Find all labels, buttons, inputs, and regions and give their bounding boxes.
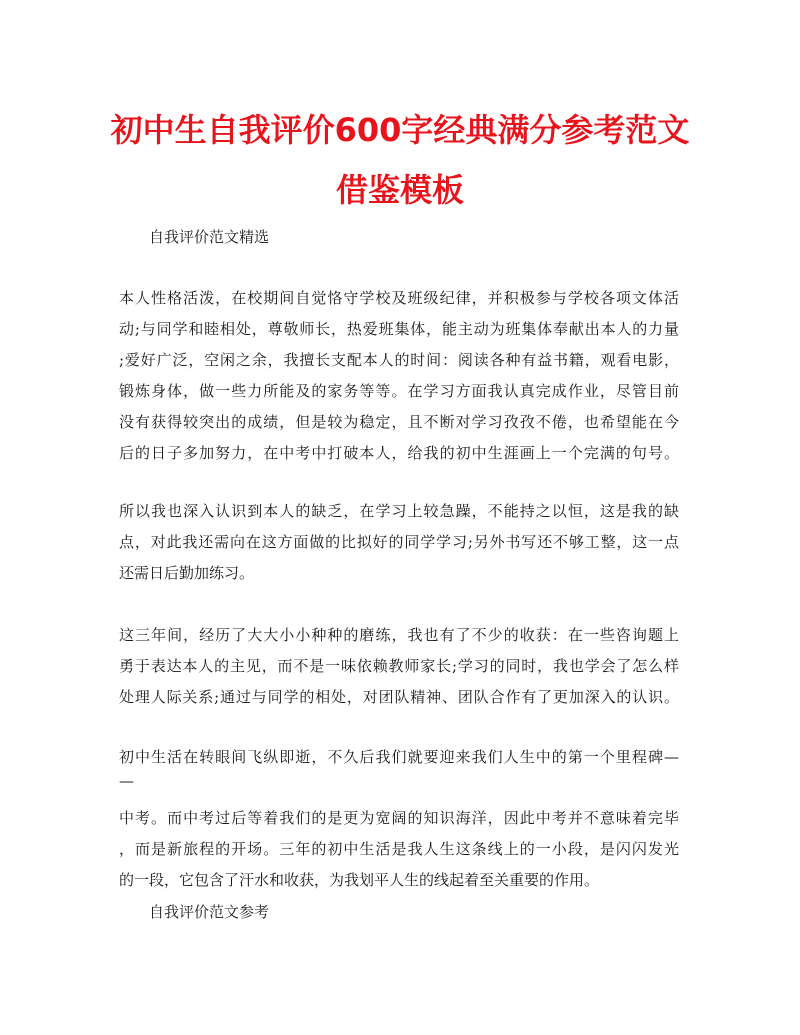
paragraph-3-line: 处理人际关系;通过与同学的相处，对团队精神、团队合作有了更加深入的认识。 (119, 688, 679, 706)
document-title-line-1: 初中生自我评价600字经典满分参考范文 (110, 111, 690, 149)
footer-heading: 自我评价范文参考 (149, 903, 270, 921)
paragraph-1-line: ;爱好广泛，空闲之余，我擅长支配本人的时间：阅读各种有益书籍，观看电影， (119, 351, 679, 369)
paragraph-2-line: 所以我也深入认识到本人的缺乏，在学习上较急躁，不能持之以恒，这是我的缺 (119, 502, 679, 520)
paragraph-1-line: 本人性格活泼，在校期间自觉恪守学校及班级纪律，并积极参与学校各项文体活 (119, 289, 679, 307)
document-title-line-2: 借鉴模板 (335, 171, 464, 209)
subtitle: 自我评价范文精选 (149, 228, 270, 246)
paragraph-3-line: 勇于表达本人的主见，而不是一味依赖教师家长;学习的同时，我也学会了怎么样 (119, 657, 679, 675)
paragraph-4-line: 中考。而中考过后等着我们的是更为宽阔的知识海洋，因此中考并不意味着完毕 (119, 809, 679, 827)
paragraph-1-line: 后的日子多加努力，在中考中打破本人，给我的初中生涯画上一个完满的句号。 (119, 444, 679, 462)
paragraph-1-line: 锻炼身体，做一些力所能及的家务等等。在学习方面我认真完成作业，尽管目前 (119, 382, 679, 400)
paragraph-2-line: 点，对此我还需向在这方面做的比拟好的同学学习;另外书写还不够工整，这一点 (119, 533, 679, 551)
paragraph-1-line: 没有获得较突出的成绩，但是较为稳定，且不断对学习孜孜不倦，也希望能在今 (119, 413, 679, 431)
paragraph-4-line: — (119, 772, 134, 790)
paragraph-2-line: 还需日后勤加练习。 (119, 564, 255, 582)
paragraph-1-line: 动;与同学和睦相处，尊敬师长，热爱班集体，能主动为班集体奉献出本人的力量 (119, 320, 679, 338)
paragraph-4-line: ，而是新旅程的开场。三年的初中生活是我人生这条线上的一小段，是闪闪发光 (119, 840, 679, 858)
paragraph-3-line: 这三年间，经历了大大小小种种的磨练，我也有了不少的收获：在一些咨询题上 (119, 626, 679, 644)
paragraph-4-line: 初中生活在转眼间飞纵即逝，不久后我们就要迎来我们人生中的第一个里程碑— (119, 748, 679, 766)
paragraph-4-line: 的一段，它包含了汗水和收获，为我划平人生的线起着至关重要的作用。 (119, 871, 600, 889)
